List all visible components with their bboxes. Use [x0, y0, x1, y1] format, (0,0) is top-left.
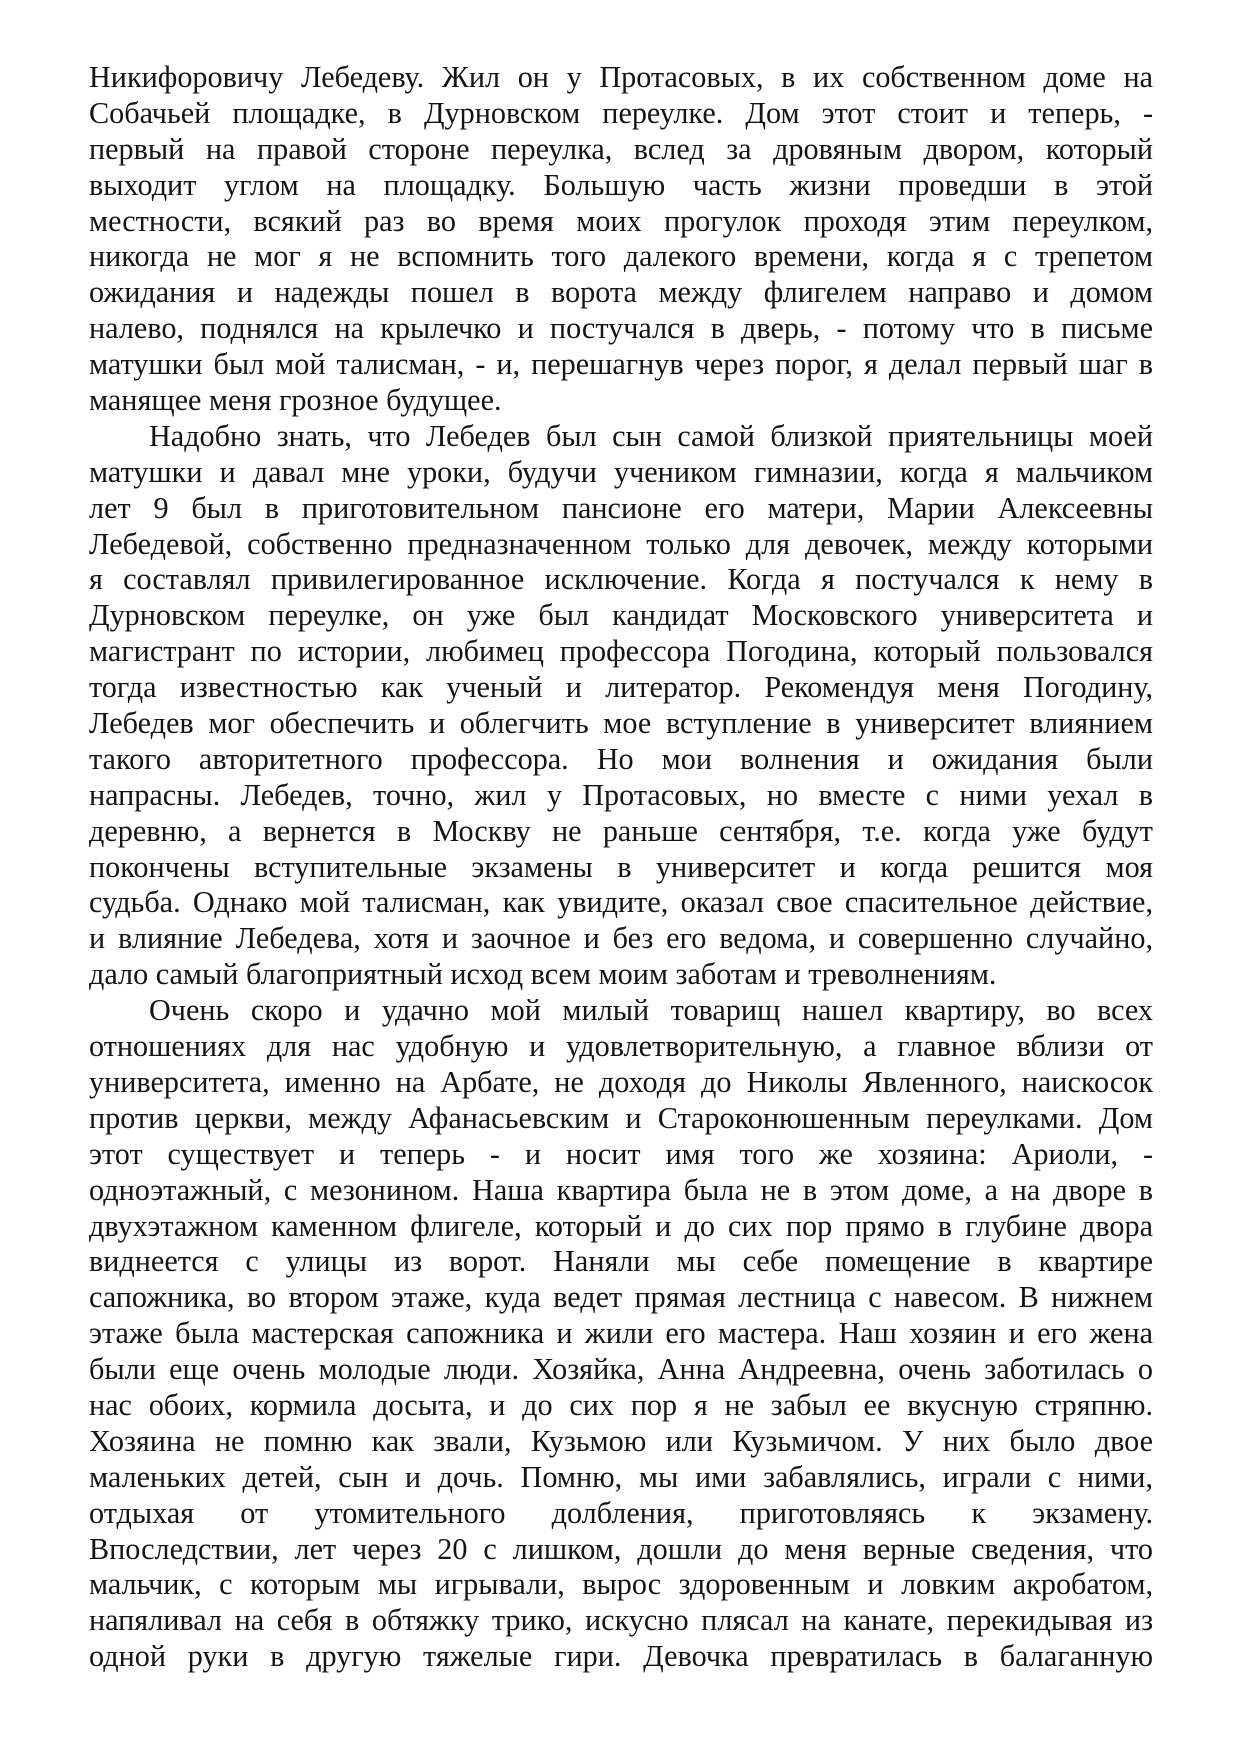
text-line: лет 9 был в приготовительном пансионе его матери, Марии Алексеевны	[89, 490, 1153, 525]
text-line: были еще очень молодые люди. Хозяйка, Анна Андреевна, очень заботилась о	[89, 1352, 1153, 1387]
text-line: Лебедев мог обеспечить и облегчить мое вступление в университет влиянием	[89, 706, 1153, 741]
text-line: отношениях для нас удобную и удовлетворительную, а главное вблизи от	[89, 1029, 1153, 1064]
text-line: выходит углом на площадку. Большую часть жизни проведши в этой	[89, 167, 1153, 202]
text-line: этаже была мастерская сапожника и жили его мастера. Наш хозяин и его жена	[89, 1316, 1153, 1351]
text-line: отдыхая от утомительного долбления, приготовляясь к экзамену.	[89, 1495, 1153, 1530]
text-line: Лебедевой, собственно предназначенном только для девочек, между которыми	[89, 526, 1153, 561]
text-line: первый на правой стороне переулка, вслед за дровяным двором, который	[89, 131, 1153, 166]
text-line: Надобно знать, что Лебедев был сын самой близкой приятельницы моей	[149, 418, 1153, 453]
paragraph-2	[89, 419, 1153, 993]
text-line: университета, именно на Арбате, не доходя до Николы Явленного, наискосок	[89, 1064, 1153, 1099]
text-line: против церкви, между Афанасьевским и Староконюшенным переулками. Дом	[89, 1100, 1153, 1135]
text-line: мальчик, с которым мы игрывали, вырос здоровенным и ловким акробатом,	[89, 1567, 1153, 1602]
text-line: тогда известностью как ученый и литератор. Рекомендуя меня Погодину,	[89, 670, 1153, 705]
text-line: напрасны. Лебедев, точно, жил у Протасовых, но вместе с ними уехал в	[89, 777, 1153, 812]
text-line: магистрант по истории, любимец профессора Погодина, который пользовался	[89, 634, 1153, 669]
text-line: Впоследствии, лет через 20 с лишком, дошли до меня верные сведения, что	[89, 1531, 1153, 1566]
text-line: и влияние Лебедева, хотя и заочное и без его ведома, и совершенно случайно,	[89, 921, 1153, 956]
text-line: Хозяина не помню как звали, Кузьмою или Кузьмичом. У них было двое	[89, 1423, 1153, 1458]
text-line: такого авторитетного профессора. Но мои волнения и ожидания были	[89, 741, 1153, 776]
text-line: маленьких детей, сын и дочь. Помню, мы ими забавлялись, играли с ними,	[89, 1459, 1153, 1494]
text-line: одной руки в другую тяжелые гири. Девочка превратилась в балаганную	[89, 1639, 1153, 1674]
text-line: двухэтажном каменном флигеле, который и до сих пор прямо в глубине двора	[89, 1208, 1153, 1243]
text-line: деревню, а вернется в Москву не раньше сентября, т.е. когда уже будут	[89, 813, 1153, 848]
text-line: я составлял привилегированное исключение. Когда я постучался к нему в	[89, 562, 1153, 597]
document-body	[89, 60, 1153, 1675]
text-line: Собачьей площадке, в Дурновском переулке. Дом этот стоит и теперь, -	[89, 95, 1153, 130]
text-line: Дурновском переулке, он уже был кандидат Московского университета и	[89, 598, 1153, 633]
text-line: одноэтажный, с мезонином. Наша квартира была не в этом доме, а на дворе в	[89, 1172, 1153, 1207]
text-line: судьба. Однако мой талисман, как увидите, оказал свое спасительное действие,	[89, 885, 1153, 920]
text-line: матушки был мой талисман, - и, перешагнув через порог, я делал первый шаг в	[89, 347, 1153, 382]
text-line: покончены вступительные экзамены в университет и когда решится моя	[89, 849, 1153, 884]
text-line: Никифоровичу Лебедеву. Жил он у Протасовых, в их собственном доме на	[89, 60, 1153, 94]
text-line: манящее меня грозное будущее.	[89, 383, 502, 418]
text-line: ожидания и надежды пошел в ворота между флигелем направо и домом	[89, 275, 1153, 310]
text-line: никогда не мог я не вспомнить того далекого времени, когда я с трепетом	[89, 239, 1153, 274]
text-line: дало самый благоприятный исход всем моим заботам и треволнениям.	[89, 957, 997, 992]
text-line: напяливал на себя в обтяжку трико, искусно плясал на канате, перекидывая из	[89, 1603, 1153, 1638]
paragraph-1	[89, 60, 1153, 419]
text-line: матушки и давал мне уроки, будучи учеником гимназии, когда я мальчиком	[89, 454, 1153, 489]
text-line: нас обоих, кормила досыта, и до сих пор я не забыл ее вкусную стряпню.	[89, 1387, 1153, 1422]
text-line: местности, всякий раз во время моих прогулок проходя этим переулком,	[89, 203, 1153, 238]
text-line: этот существует и теперь - и носит имя того же хозяина: Ариоли, -	[89, 1136, 1153, 1171]
text-line: виднеется с улицы из ворот. Наняли мы себе помещение в квартире	[89, 1244, 1153, 1279]
text-line: Очень скоро и удачно мой милый товарищ нашел квартиру, во всех	[149, 993, 1153, 1028]
text-line: сапожника, во втором этаже, куда ведет прямая лестница с навесом. В нижнем	[89, 1280, 1153, 1315]
paragraph-3	[89, 993, 1153, 1675]
text-line: налево, поднялся на крылечко и постучался в дверь, - потому что в письме	[89, 311, 1153, 346]
